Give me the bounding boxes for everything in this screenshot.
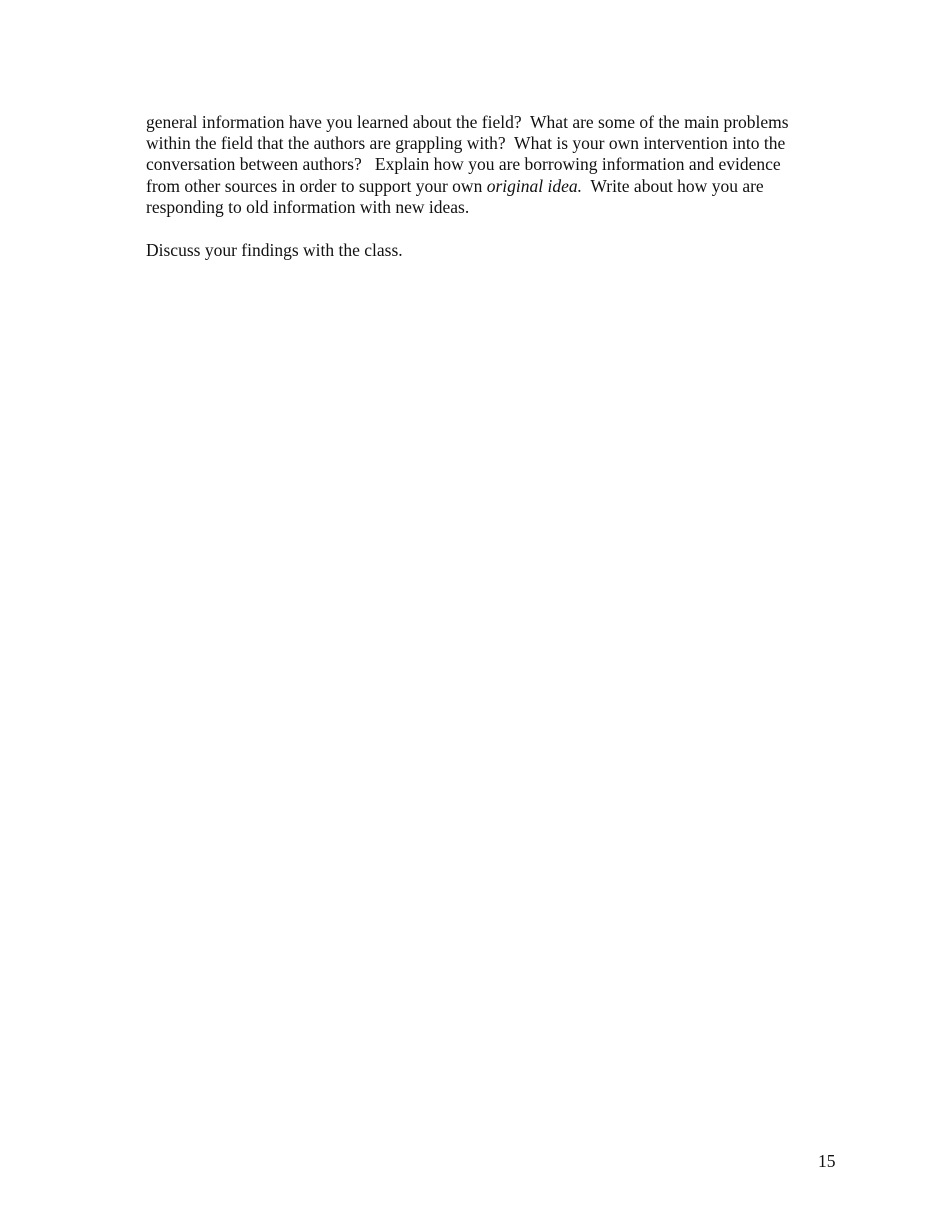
paragraph-spacer (146, 218, 846, 240)
paragraph-discussion (146, 240, 846, 261)
text-line: general information have you learned about the field? What are some of the main problems (146, 112, 789, 132)
text-line: Discuss your findings with the class. (146, 239, 403, 260)
text-fragment: Write about how you are (581, 175, 764, 196)
emphasized-term: original idea. (486, 175, 582, 196)
page-number: 15 (818, 1151, 836, 1168)
text-fragment: from other sources in order to support your own (146, 175, 487, 196)
text-line (146, 176, 846, 197)
paragraph-instructions (146, 112, 846, 218)
text-line: within the field that the authors are grappling with? What is your own intervention into the (146, 133, 786, 154)
text-line: conversation between authors? Explain how you are borrowing information and evidence (146, 154, 781, 175)
text-line: responding to old information with new ideas. (146, 196, 470, 217)
body-text (146, 112, 846, 261)
